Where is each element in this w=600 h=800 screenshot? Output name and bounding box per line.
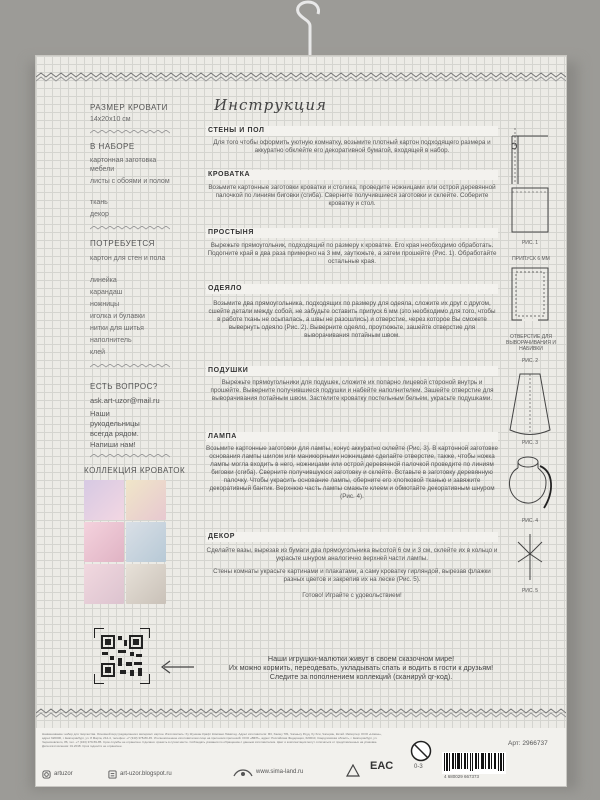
instagram-icon — [42, 770, 51, 779]
page-title: Инструкция — [214, 96, 327, 114]
figure-2-allowance-note: ПРИПУСК 6 ММ — [512, 256, 550, 262]
figure-2-caption: РИС. 2 — [521, 358, 539, 364]
collection-photo — [126, 564, 166, 604]
bed-size-value: 14x20x10 см — [90, 116, 131, 123]
section-heading: ПРОСТЫНЯ — [208, 229, 254, 236]
instagram-handle[interactable]: artuzor — [54, 771, 73, 777]
figure-4-caption: РИС. 4 — [521, 518, 539, 524]
question-text-line: всегда рядом. — [90, 429, 139, 438]
need-item: линейка — [90, 277, 117, 284]
kit-item: декор — [90, 211, 109, 218]
top-zigzag-border — [36, 72, 566, 82]
promo-line: Наши игрушки-малютки живут в своем сказочном мире! — [267, 654, 455, 663]
divider — [90, 454, 170, 460]
age-warning-icon — [410, 740, 432, 762]
question-text-line: Напиши нам! — [90, 440, 136, 449]
age-label: 0-3 — [414, 764, 423, 770]
question-heading: ЕСТЬ ВОПРОС? — [90, 382, 158, 391]
figure-5-flag-icon — [512, 532, 548, 582]
kit-item: картонная заготовка мебели — [90, 157, 157, 173]
legal-text: Наименование: набор для творчества. Основной вид традиционного материал: картон. Изготовитель: Ху Жуншан Крафт Компани Лимитед. Адрес изготовителя: Ф3, Хаишу 781, Чжэньху Роуд, Ху Хси, Чжэцзян, Китай. Импортер: ООО «Новое», адрес 620000, г. Екатеринбург, ул. 8 Марта, 212-4, телефон: +7 (343) 378-80-45. Уполномоченное изготовителем лицо на претензии претензий: ООО «ВФП», адрес: Российская Федерация, 620010, Свердловская область, г. Екатеринбург, ул. Черняховского, 86, тел. +7 (343) 379-59-85. Срок службы не ограничен. Сделано: хранить в сухом месте. Соблюдать указания по обращению с данным изготовителем. Цвет и комплектация могут отличаться от представленных на упаковке. Дата изготовления: 01.2018. Срок годности не ограничен. — [42, 732, 382, 748]
need-item: клей — [90, 349, 106, 356]
figure-1-sheet-icon — [510, 126, 550, 186]
qr-code-icon[interactable] — [94, 628, 150, 684]
figure-3-caption: РИС. 3 — [521, 440, 539, 446]
figure-3-lampshade-icon — [506, 370, 554, 438]
blog-icon — [108, 770, 117, 779]
kit-heading: В НАБОРЕ — [90, 142, 135, 151]
instruction-sheet — [36, 56, 566, 786]
section-text: Возьмите картонные заготовки для лампы, конус аккуратно склейте (Рис. 3). В картонной заготовке основания лампы шилом или маникюрными ножницами сделайте отверстие, также, чтобы ножка лампы могла входить в него, ножницами или острой деревянной палочкой проведите по линиям биговки (сгиба). Сверните получившуюся заготовку и склейте. Вставьте в заготовку деревянную палочку. Чтобы украсить основание лампы, оберните его хлопковой тканью и завяжите декоративный бантик. Верхнюю часть лампы смажьте клеем и обмотайте декоративным шнуром (Рис. 4). — [206, 445, 498, 500]
figure-1-caption: РИС. 1 — [521, 240, 539, 246]
divider — [90, 226, 170, 232]
sima-land-logo-icon — [232, 766, 254, 780]
section-heading: ПОДУШКИ — [208, 367, 249, 374]
divider — [90, 130, 170, 136]
figure-1b-sheet-icon — [510, 186, 550, 236]
eac-mark: EAC — [370, 760, 394, 772]
section-text: Возьмите два прямоугольника, подходящих по размеру для одеяла, сложите их друг с другом, сшейте детали между собой, не забудьте оставить припуск 6 мм (это необходимо для того, чтобы в работе ткань не осыпалась, а швы не разошлись) и отверстие, через которое Вы сможете вывернуть одеяло (Рис. 2). Выверните одеяло, проутюжьте, зашейте отверстие для выворачивания потайным швом. — [208, 300, 496, 339]
collection-heading: КОЛЛЕКЦИЯ КРОВАТОК — [84, 466, 186, 475]
promo-text — [196, 654, 526, 681]
recycle-icon — [346, 764, 360, 780]
section-heading: СТЕНЫ И ПОЛ — [208, 127, 265, 134]
section-text: Вырежьте прямоугольник, подходящий по размеру к кроватке. Его края необходимо обработать. Подогните край в два раза примерно на 3 мм, заутюжьте, а затем прошейте (Рис. 1). Обработайте остальные края. — [207, 242, 497, 265]
bed-size-heading: РАЗМЕР КРОВАТИ — [90, 103, 168, 112]
collection-photo — [126, 522, 166, 562]
section-text: Возьмите картонные заготовки кроватки и столика, проведите ножницами или острой деревянной палочкой по линиям биговки (сгиба). Сверните получившиеся заготовки и склейте. Соберите кроватку и стол. — [208, 184, 496, 207]
article-number: Арт: 2966737 — [508, 740, 548, 747]
website-link[interactable]: www.sima-land.ru — [256, 769, 304, 775]
question-email[interactable]: ask.art-uzor@mail.ru — [90, 396, 160, 405]
need-item: карандаш — [90, 289, 123, 296]
section-heading: ЛАМПА — [208, 433, 237, 440]
collection-photo — [84, 522, 124, 562]
need-item: ножницы — [90, 301, 120, 308]
collection-photo — [84, 564, 124, 604]
footer — [36, 728, 566, 786]
figure-4-lamp-icon — [500, 452, 560, 514]
decor-text-2: Стены комнаты украсьте картинами и плакатами, а саму кроватку гирляндой, вырезав флажки разных цветов и закрепив их на леске (Рис. 5). — [213, 568, 491, 583]
need-item: картон для стен и пола — [90, 255, 166, 262]
need-item: наполнитель — [90, 337, 132, 344]
kit-item: листы с обоями и полом — [90, 178, 170, 185]
bottom-zigzag-border — [36, 708, 566, 718]
section-text: Вырежьте прямоугольники для подушек, сложите их попарно лицевой стороной внутрь и прошейте. Выверните получившиеся подушки и набейте наполнителем. Зашейте отверстие для выворачивания потайным швом. Застелите кроватку постельным бельем, украсьте подушками. — [210, 379, 494, 402]
section-heading: КРОВАТКА — [208, 171, 251, 178]
collection-photo — [84, 480, 124, 520]
section-text: Сделайте вазы, вырезав из бумаги два прямоугольника высотой 6 см и 3 см, склейте их в кольцо и украсьте шнуром аналогично верхней части лампы. — [206, 547, 498, 562]
need-item: нитки для шитья — [90, 325, 144, 332]
done-text: Готово! Играйте с удовольствием! — [302, 592, 402, 599]
section-heading: ДЕКОР — [208, 533, 236, 540]
blog-link[interactable]: art-uzor.blogspot.ru — [120, 771, 172, 777]
figure-2-blanket-icon — [510, 264, 550, 326]
arrow-left-icon — [160, 660, 194, 674]
need-heading: ПОТРЕБУЕТСЯ — [90, 239, 155, 248]
figure-2-hole-note: ОТВЕРСТИЕ ДЛЯ ВЫВОРАЧИВАНИЯ И НАБИВКИ — [506, 334, 556, 352]
barcode-icon — [442, 752, 506, 774]
divider — [90, 364, 170, 370]
promo-line: Следите за пополнением коллекций (сканируй qr-код). — [269, 672, 453, 681]
section-heading: ОДЕЯЛО — [208, 285, 242, 292]
figure-5-caption: РИС. 5 — [521, 588, 539, 594]
question-text-line: Наши — [90, 409, 110, 418]
promo-line: Их можно кормить, переодевать, укладывать спать и водить в гости к друзьям! — [228, 663, 494, 672]
question-text-line: рукодельницы — [90, 419, 140, 428]
kit-item: ткань — [90, 199, 108, 206]
need-item: иголка и булавки — [90, 313, 145, 320]
barcode-number: 4 680029 667373 — [444, 774, 480, 779]
collection-photo — [126, 480, 166, 520]
section-text: Для того чтобы оформить уютную комнатку, возьмите плотный картон подходящего размера и аккуратно обклейте его декоративной бумагой, входящей в набор. — [213, 139, 491, 154]
